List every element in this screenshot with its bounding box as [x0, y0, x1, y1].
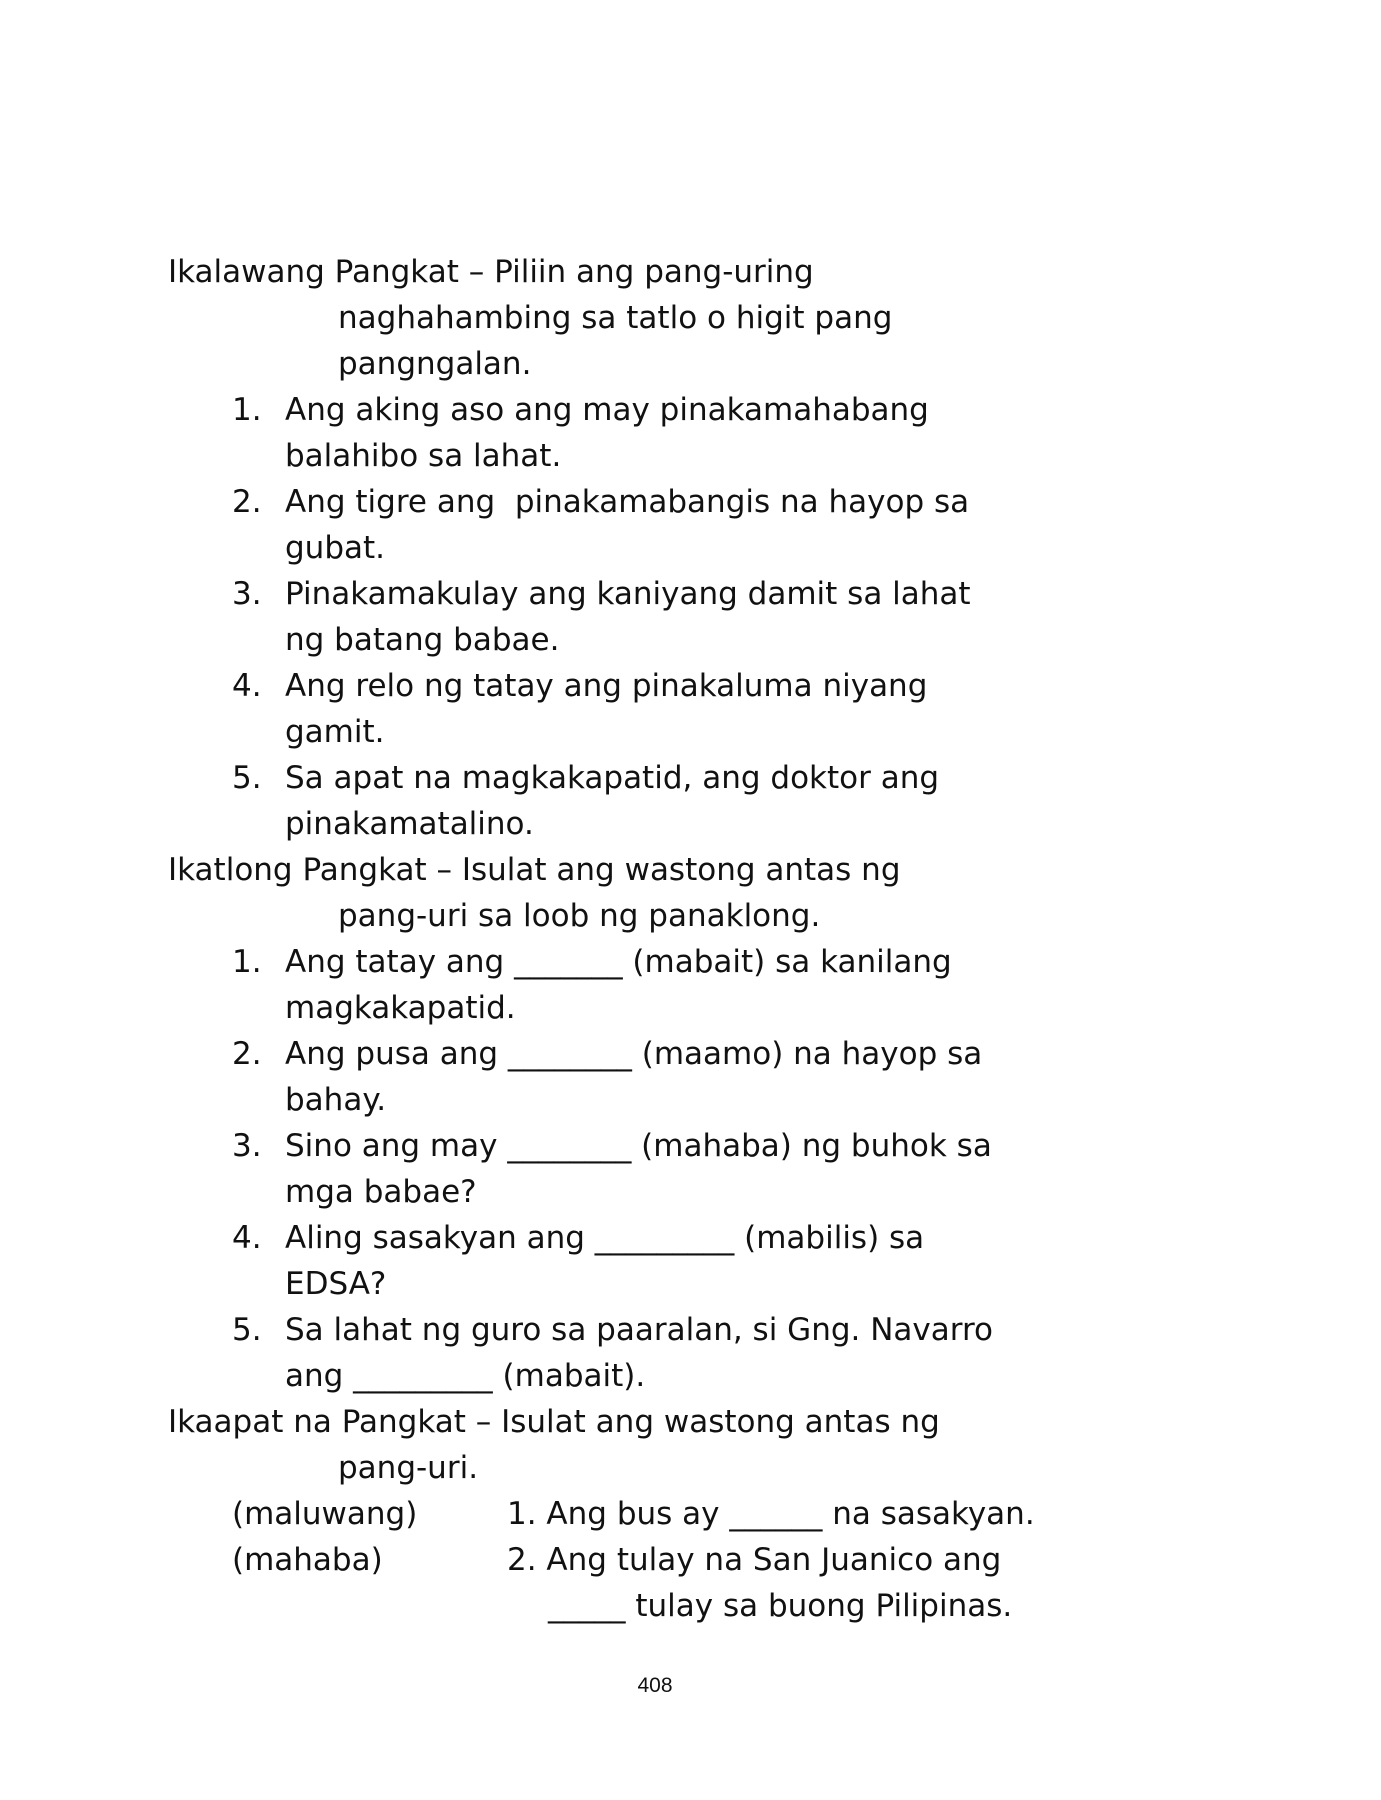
list-item	[0, 939, 1381, 985]
item-number: 3.	[232, 576, 262, 612]
item-text: Ang aking aso ang may pinakamahabang	[285, 392, 929, 428]
section-heading: Ikatlong Pangkat – Isulat ang wastong antas ng	[168, 852, 901, 888]
item-text-cont: mga babae?	[285, 1174, 477, 1210]
list-item	[0, 1123, 1381, 1169]
item-number: 2.	[232, 1036, 262, 1072]
section-heading-cont: naghahambing sa tatlo o higit pang	[338, 300, 893, 336]
item-number: 3.	[232, 1128, 262, 1164]
item-text-cont: _____ tulay sa buong Pilipinas.	[548, 1588, 1013, 1624]
item-number: 1.	[232, 944, 262, 980]
section-heading-cont: pangngalan.	[338, 346, 532, 382]
item-text-cont: balahibo sa lahat.	[285, 438, 562, 474]
item-text-cont: ang _________ (mabait).	[285, 1358, 646, 1394]
list-item	[0, 387, 1381, 433]
item-text: Ang tatay ang _______ (mabait) sa kanilang	[285, 944, 952, 980]
item-text-cont: gubat.	[285, 530, 386, 566]
item-text: Sa apat na magkakapatid, ang doktor ang	[285, 760, 940, 796]
item-text-cont: gamit.	[285, 714, 385, 750]
item-hint: (mahaba)	[232, 1542, 383, 1578]
item-text: Ang tigre ang pinakamabangis na hayop sa	[285, 484, 970, 520]
item-text: Pinakamakulay ang kaniyang damit sa lahat	[285, 576, 971, 612]
list-item	[0, 1031, 1381, 1077]
item-text: Ang relo ng tatay ang pinakaluma niyang	[285, 668, 928, 704]
item-text: Ang pusa ang ________ (maamo) na hayop sa	[285, 1036, 983, 1072]
list-item	[0, 479, 1381, 525]
item-number: 4.	[232, 1220, 262, 1256]
item-number: 1.	[232, 392, 262, 428]
section-heading-cont: pang-uri.	[338, 1450, 479, 1486]
section-heading: Ikalawang Pangkat – Piliin ang pang-uring	[168, 254, 814, 290]
item-text-cont: ng batang babae.	[285, 622, 560, 658]
section-heading-cont: pang-uri sa loob ng panaklong.	[338, 898, 821, 934]
item-number: 5.	[232, 1312, 262, 1348]
item-text: 2. Ang tulay na San Juanico ang	[507, 1542, 1002, 1578]
item-text-cont: bahay.	[285, 1082, 387, 1118]
list-item	[0, 1307, 1381, 1353]
document-body	[0, 249, 1381, 1629]
list-item	[0, 571, 1381, 617]
list-item	[0, 1491, 1381, 1537]
section-heading: Ikaapat na Pangkat – Isulat ang wastong antas ng	[168, 1404, 940, 1440]
item-text-cont: magkakapatid.	[285, 990, 516, 1026]
item-number: 5.	[232, 760, 262, 796]
page-number: 408	[637, 1674, 673, 1697]
list-item	[0, 755, 1381, 801]
item-text: Sino ang may ________ (mahaba) ng buhok sa	[285, 1128, 992, 1164]
item-text-cont: EDSA?	[285, 1266, 387, 1302]
item-text: Aling sasakyan ang _________ (mabilis) sa	[285, 1220, 925, 1256]
item-text-cont: pinakamatalino.	[285, 806, 534, 842]
item-hint: (maluwang)	[232, 1496, 418, 1532]
list-item	[0, 1215, 1381, 1261]
item-text: 1. Ang bus ay ______ na sasakyan.	[507, 1496, 1035, 1532]
item-number: 4.	[232, 668, 262, 704]
item-text: Sa lahat ng guro sa paaralan, si Gng. Navarro	[285, 1312, 993, 1348]
list-item	[0, 663, 1381, 709]
list-item	[0, 1537, 1381, 1583]
item-number: 2.	[232, 484, 262, 520]
